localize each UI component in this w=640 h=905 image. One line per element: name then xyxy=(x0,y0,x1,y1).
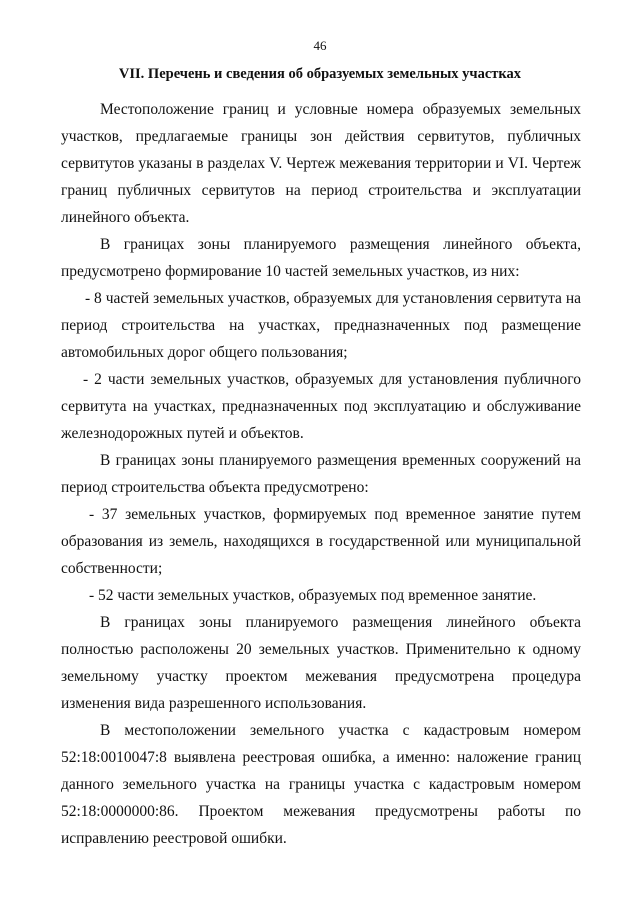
list-item-37-plots: - 37 земельных участков, формируемых под временное занятие путем образования из земель, находящихся в государственной или муниципальной собственности; xyxy=(61,506,581,577)
list-item-servitude-roads: - 8 частей земельных участков, образуемых для установления сервитута на период строительства на участках, предназначенных под размещение автомобильных дорог общего пользования; xyxy=(61,290,581,361)
paragraph-zone-temporary: В границах зоны планируемого размещения временных сооружений на период строительства объекта предусмотрено: xyxy=(61,452,581,496)
paragraph-registry-error: В местоположении земельного участка с кадастровым номером 52:18:0010047:8 выявлена реестровая ошибка, а именно: наложение границ данного земельного участка на границы участка с кадастровым номером 52:18:0000000:86. Проектом межевания предусмотрены работы по исправлению реестровой ошибки. xyxy=(61,722,581,847)
paragraph-20-plots: В границах зоны планируемого размещения линейного объекта полностью расположены 20 земельных участков. Применительно к одному земельному участку проектом межевания предусмотрена процедура изменения вида разрешенного использования. xyxy=(61,614,581,712)
paragraph-zone-linear: В границах зоны планируемого размещения линейного объекта, предусмотрено формирование 10 частей земельных участков, из них: xyxy=(61,236,581,280)
list-item-52-parts: - 52 части земельных участков, образуемых под временное занятие. xyxy=(89,587,537,604)
section-title: VII. Перечень и сведения об образуемых земельных участках xyxy=(118,66,522,82)
page-number: 46 xyxy=(313,38,327,53)
list-item-public-servitude-rail: - 2 части земельных участков, образуемых для установления публичного сервитута на участках, предназначенных под эксплуатацию и обслуживание железнодорожных путей и объектов. xyxy=(61,371,581,442)
paragraph-location: Местоположение границ и условные номера образуемых земельных участков, предлагаемые границы зон действия сервитутов, публичных сервитутов указаны в разделах V. Чертеж межевания территории и VI. Чертеж границ публичных сервитутов на период строительства и эксплуатации линейного объекта. xyxy=(61,101,581,226)
document-body xyxy=(61,96,581,852)
